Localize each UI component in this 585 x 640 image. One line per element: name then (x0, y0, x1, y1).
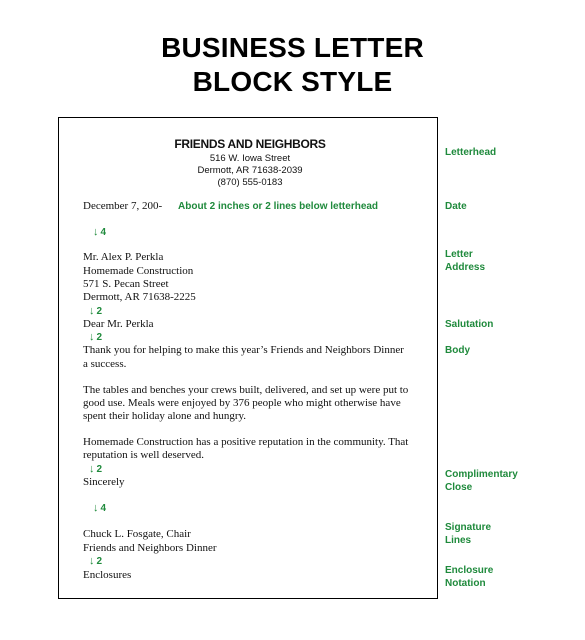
spacer-count: 2 (96, 556, 103, 567)
spacer-2-lines (89, 463, 102, 475)
spacer-count: 4 (100, 503, 107, 514)
label-sig-line1: Signature (445, 522, 492, 533)
arrow-down-icon: ↓ (89, 463, 95, 475)
address-company: Homemade Construction (83, 265, 194, 277)
arrow-down-icon: ↓ (89, 305, 95, 317)
arrow-down-icon: ↓ (93, 502, 99, 514)
label-body: Body (445, 345, 470, 356)
body-p1-line1: Thank you for helping to make this year’s Friends and Neighbors Dinner (83, 344, 404, 356)
spacer-count: 2 (96, 332, 103, 343)
enclosure-notation: Enclosures (83, 569, 132, 581)
spacer-4-lines (93, 502, 106, 514)
spacer-count: 4 (100, 227, 107, 238)
label-enclosure-notation (445, 564, 555, 590)
label-close-line2: Close (445, 482, 473, 493)
complimentary-close: Sincerely (83, 476, 125, 488)
address-city: Dermott, AR 71638-2225 (83, 291, 196, 303)
arrow-down-icon: ↓ (89, 555, 95, 567)
label-salutation: Salutation (445, 319, 494, 330)
label-sig-line2: Lines (445, 535, 472, 546)
label-date: Date (445, 201, 467, 212)
arrow-down-icon: ↓ (93, 226, 99, 238)
label-encl-line2: Notation (445, 578, 486, 589)
body-p2-line2: good use. Meals were enjoyed by 376 people who might otherwise have (83, 397, 401, 409)
label-letter-address (445, 248, 555, 274)
page-title-line1: BUSINESS LETTER (161, 32, 424, 63)
letter-date: December 7, 200- (83, 200, 163, 212)
body-p1-line2: a success. (83, 358, 127, 370)
body-p3-line2: reputation is well deserved. (83, 449, 204, 461)
label-signature-lines (445, 521, 555, 547)
arrow-down-icon: ↓ (89, 331, 95, 343)
address-name: Mr. Alex P. Perkla (83, 251, 164, 263)
address-street: 571 S. Pecan Street (83, 278, 169, 290)
letterhead-street: 516 W. Iowa Street (209, 153, 291, 164)
label-letter-address-line2: Address (445, 262, 486, 273)
label-letterhead: Letterhead (445, 147, 497, 158)
spacer-2-lines (89, 331, 102, 343)
label-close-line1: Complimentary (445, 469, 518, 480)
label-complimentary-close (445, 468, 555, 494)
page-title-line2: BLOCK STYLE (192, 66, 393, 97)
body-p3-line1: Homemade Construction has a positive reputation in the community. That (83, 436, 409, 448)
date-note: About 2 inches or 2 lines below letterhead (178, 201, 379, 212)
spacer-4-lines (93, 226, 106, 238)
spacer-2-lines (89, 305, 102, 317)
signature-org: Friends and Neighbors Dinner (83, 542, 217, 554)
letterhead-phone: (870) 555-0183 (217, 177, 283, 188)
spacer-2-lines (89, 555, 102, 567)
letterhead-city: Dermott, AR 71638-2039 (197, 165, 303, 176)
spacer-count: 2 (96, 306, 103, 317)
label-encl-line1: Enclosure (445, 565, 494, 576)
letterhead-name: FRIENDS AND NEIGHBORS (174, 137, 326, 151)
body-p2-line1: The tables and benches your crews built, delivered, and set up were put to (83, 384, 409, 396)
body-p2-line3: spent their holiday alone and hungry. (83, 410, 247, 422)
signature-name: Chuck L. Fosgate, Chair (83, 528, 191, 540)
spacer-count: 2 (96, 464, 103, 475)
label-letter-address-line1: Letter (445, 249, 473, 260)
salutation: Dear Mr. Perkla (83, 318, 154, 330)
